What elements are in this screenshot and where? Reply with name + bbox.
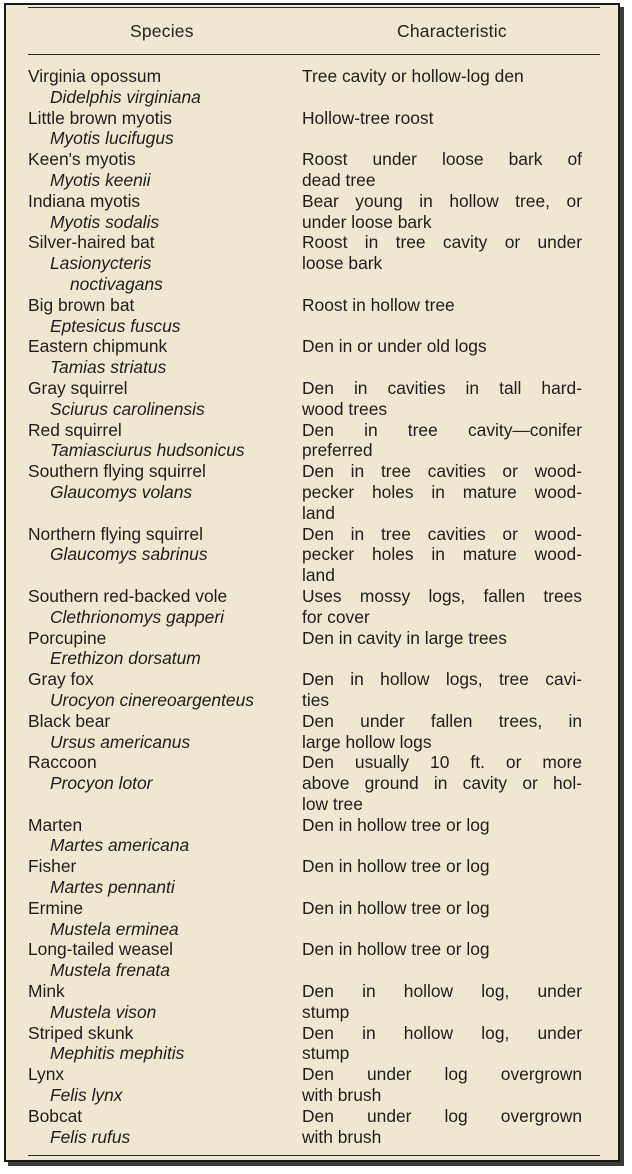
characteristic-line: Den in hollow tree or log — [302, 939, 490, 960]
characteristic-line: above ground in cavity or hol- — [302, 773, 582, 794]
characteristic-cell — [302, 336, 582, 378]
table-row — [6, 1023, 618, 1065]
characteristic-line: Den in hollow log, under — [302, 981, 582, 1002]
common-name: Virginia opossum — [28, 66, 162, 86]
table-row — [6, 1064, 618, 1106]
common-name: Big brown bat — [28, 294, 135, 315]
scientific-name: Felis rufus — [50, 1126, 131, 1147]
characteristic-cell — [302, 856, 582, 898]
scientific-name: Glaucomys sabrinus — [50, 544, 208, 565]
table-row — [6, 856, 618, 898]
page-frame — [4, 3, 620, 1162]
species-cell — [6, 461, 302, 523]
characteristic-line: large hollow logs — [302, 731, 432, 752]
characteristic-line: Roost in hollow tree — [302, 294, 455, 315]
characteristic-line: Den in hollow tree or log — [302, 814, 490, 835]
scientific-name: Myotis keenii — [50, 169, 151, 190]
scientific-name: Urocyon cinereoargenteus — [50, 689, 254, 710]
bottom-rule — [28, 1155, 600, 1156]
table-row — [6, 149, 618, 191]
scientific-name: Myotis lucifugus — [50, 128, 174, 149]
characteristic-line: Den in hollow log, under — [302, 1022, 582, 1043]
characteristic-line: Den in tree cavities or wood- — [302, 461, 582, 482]
species-cell — [6, 981, 302, 1023]
characteristic-line: Den in tree cavities or wood- — [302, 523, 582, 544]
species-cell — [6, 420, 302, 462]
scientific-name: Tamias striatus — [50, 357, 167, 378]
characteristic-cell — [302, 898, 582, 940]
table-row — [6, 898, 618, 940]
scientific-name: Martes pennanti — [50, 877, 175, 898]
scientific-name: Eptesicus fuscus — [50, 315, 181, 336]
table-row — [6, 191, 618, 233]
scientific-name: Sciurus carolinensis — [50, 398, 205, 419]
characteristic-line: Den in hollow logs, tree cavi- — [302, 669, 582, 690]
species-cell — [6, 378, 302, 420]
species-cell — [6, 232, 302, 294]
characteristic-line: low tree — [302, 793, 363, 814]
characteristic-line: with brush — [302, 1126, 382, 1147]
table-row — [6, 420, 618, 462]
characteristic-cell — [302, 628, 582, 670]
characteristic-cell — [302, 524, 582, 586]
characteristic-line: Roost under loose bark of — [302, 149, 582, 170]
scientific-name: Glaucomys volans — [50, 481, 193, 502]
header-characteristic: Characteristic — [397, 21, 507, 41]
scientific-name: Mephitis mephitis — [50, 1043, 185, 1064]
characteristic-line: Roost in tree cavity or under — [302, 232, 582, 253]
common-name: Mink — [28, 981, 65, 1002]
scientific-name: Lasionycteris — [50, 253, 152, 274]
species-cell — [6, 524, 302, 586]
table-row — [6, 295, 618, 337]
table-row — [6, 378, 618, 420]
characteristic-line: wood trees — [302, 398, 388, 419]
characteristic-line: loose bark — [302, 253, 383, 274]
species-cell — [6, 815, 302, 857]
common-name: Long-tailed weasel — [28, 939, 174, 960]
characteristic-line: Uses mossy logs, fallen trees — [302, 585, 582, 606]
common-name: Red squirrel — [28, 419, 122, 440]
species-cell — [6, 295, 302, 337]
characteristic-line: pecker holes in mature wood- — [302, 481, 582, 502]
characteristic-line: Bear young in hollow tree, or — [302, 190, 582, 211]
scientific-name: Felis lynx — [50, 1085, 123, 1106]
table-row — [6, 336, 618, 378]
table-row — [6, 815, 618, 857]
scientific-name: noctivagans — [70, 273, 163, 294]
table-row — [6, 232, 618, 294]
header-rule — [28, 54, 600, 55]
species-cell — [6, 336, 302, 378]
common-name: Lynx — [28, 1064, 65, 1085]
characteristic-cell — [302, 711, 582, 753]
characteristic-line: land — [302, 502, 335, 523]
species-cell — [6, 1064, 302, 1106]
table-row — [6, 66, 618, 108]
common-name: Southern red-backed vole — [28, 585, 228, 606]
table-row — [6, 939, 618, 981]
characteristic-line: stump — [302, 1043, 350, 1064]
species-cell — [6, 711, 302, 753]
species-table — [6, 66, 618, 1147]
characteristic-line: dead tree — [302, 169, 376, 190]
common-name: Black bear — [28, 710, 111, 731]
top-rule — [28, 7, 600, 8]
characteristic-cell — [302, 752, 582, 814]
common-name: Keen's myotis — [28, 149, 136, 170]
characteristic-line: Tree cavity or hollow-log den — [302, 66, 524, 86]
species-cell — [6, 1106, 302, 1148]
common-name: Fisher — [28, 856, 77, 877]
table-row — [6, 981, 618, 1023]
characteristic-line: Den usually 10 ft. or more — [302, 752, 582, 773]
common-name: Striped skunk — [28, 1022, 134, 1043]
characteristic-cell — [302, 191, 582, 233]
header-species: Species — [130, 21, 194, 41]
common-name: Porcupine — [28, 627, 107, 648]
common-name: Silver-haired bat — [28, 232, 155, 253]
common-name: Southern flying squirrel — [28, 461, 206, 482]
species-cell — [6, 191, 302, 233]
characteristic-cell — [302, 378, 582, 420]
characteristic-line: Hollow-tree roost — [302, 107, 434, 128]
scientific-name: Erethizon dorsatum — [50, 648, 201, 669]
table-row — [6, 524, 618, 586]
common-name: Bobcat — [28, 1105, 83, 1126]
characteristic-line: Den under fallen trees, in — [302, 710, 582, 731]
scientific-name: Martes americana — [50, 835, 190, 856]
table-row — [6, 628, 618, 670]
species-cell — [6, 586, 302, 628]
characteristic-cell — [302, 1106, 582, 1148]
characteristic-cell — [302, 815, 582, 857]
common-name: Little brown myotis — [28, 107, 173, 128]
common-name: Gray fox — [28, 669, 94, 690]
common-name: Raccoon — [28, 752, 97, 773]
scientific-name: Mustela vison — [50, 1001, 157, 1022]
characteristic-cell — [302, 586, 582, 628]
characteristic-line: Den in cavities in tall hard- — [302, 377, 582, 398]
characteristic-cell — [302, 66, 582, 108]
characteristic-cell — [302, 108, 582, 150]
table-row — [6, 1106, 618, 1148]
characteristic-cell — [302, 1023, 582, 1065]
common-name: Northern flying squirrel — [28, 523, 203, 544]
table-row — [6, 461, 618, 523]
species-cell — [6, 66, 302, 108]
species-cell — [6, 1023, 302, 1065]
characteristic-line: land — [302, 565, 335, 586]
characteristic-line: Den in hollow tree or log — [302, 856, 490, 877]
species-cell — [6, 939, 302, 981]
characteristic-cell — [302, 669, 582, 711]
characteristic-line: Den in or under old logs — [302, 336, 487, 357]
characteristic-line: Den under log overgrown — [302, 1064, 582, 1085]
scientific-name: Myotis sodalis — [50, 211, 160, 232]
characteristic-line: for cover — [302, 606, 370, 627]
table-row — [6, 752, 618, 814]
scientific-name: Procyon lotor — [50, 773, 153, 794]
scientific-name: Tamiasciurus hudsonicus — [50, 440, 245, 461]
characteristic-cell — [302, 232, 582, 294]
species-cell — [6, 628, 302, 670]
characteristic-line: preferred — [302, 440, 373, 461]
species-cell — [6, 669, 302, 711]
characteristic-cell — [302, 981, 582, 1023]
species-cell — [6, 108, 302, 150]
characteristic-cell — [302, 149, 582, 191]
scientific-name: Mustela frenata — [50, 960, 170, 981]
common-name: Eastern chipmunk — [28, 336, 168, 357]
characteristic-line: Den under log overgrown — [302, 1105, 582, 1126]
characteristic-cell — [302, 295, 582, 337]
characteristic-line: under loose bark — [302, 211, 432, 232]
scientific-name: Didelphis virginiana — [50, 86, 201, 107]
characteristic-line: Den in tree cavity—conifer — [302, 419, 582, 440]
table-row — [6, 711, 618, 753]
characteristic-line: stump — [302, 1001, 350, 1022]
table-row — [6, 586, 618, 628]
scientific-name: Ursus americanus — [50, 731, 191, 752]
characteristic-line: with brush — [302, 1085, 382, 1106]
characteristic-cell — [302, 461, 582, 523]
common-name: Indiana myotis — [28, 190, 141, 211]
characteristic-cell — [302, 420, 582, 462]
common-name: Ermine — [28, 897, 84, 918]
table-row — [6, 669, 618, 711]
characteristic-line: ties — [302, 689, 330, 710]
common-name: Marten — [28, 814, 83, 835]
scientific-name: Clethrionomys gapperi — [50, 606, 224, 627]
characteristic-cell — [302, 1064, 582, 1106]
characteristic-cell — [302, 939, 582, 981]
characteristic-line: Den in cavity in large trees — [302, 627, 507, 648]
characteristic-line: Den in hollow tree or log — [302, 897, 490, 918]
table-row — [6, 108, 618, 150]
species-cell — [6, 856, 302, 898]
species-cell — [6, 752, 302, 814]
common-name: Gray squirrel — [28, 377, 128, 398]
species-cell — [6, 149, 302, 191]
species-cell — [6, 898, 302, 940]
scientific-name: Mustela erminea — [50, 918, 179, 939]
characteristic-line: pecker holes in mature wood- — [302, 544, 582, 565]
